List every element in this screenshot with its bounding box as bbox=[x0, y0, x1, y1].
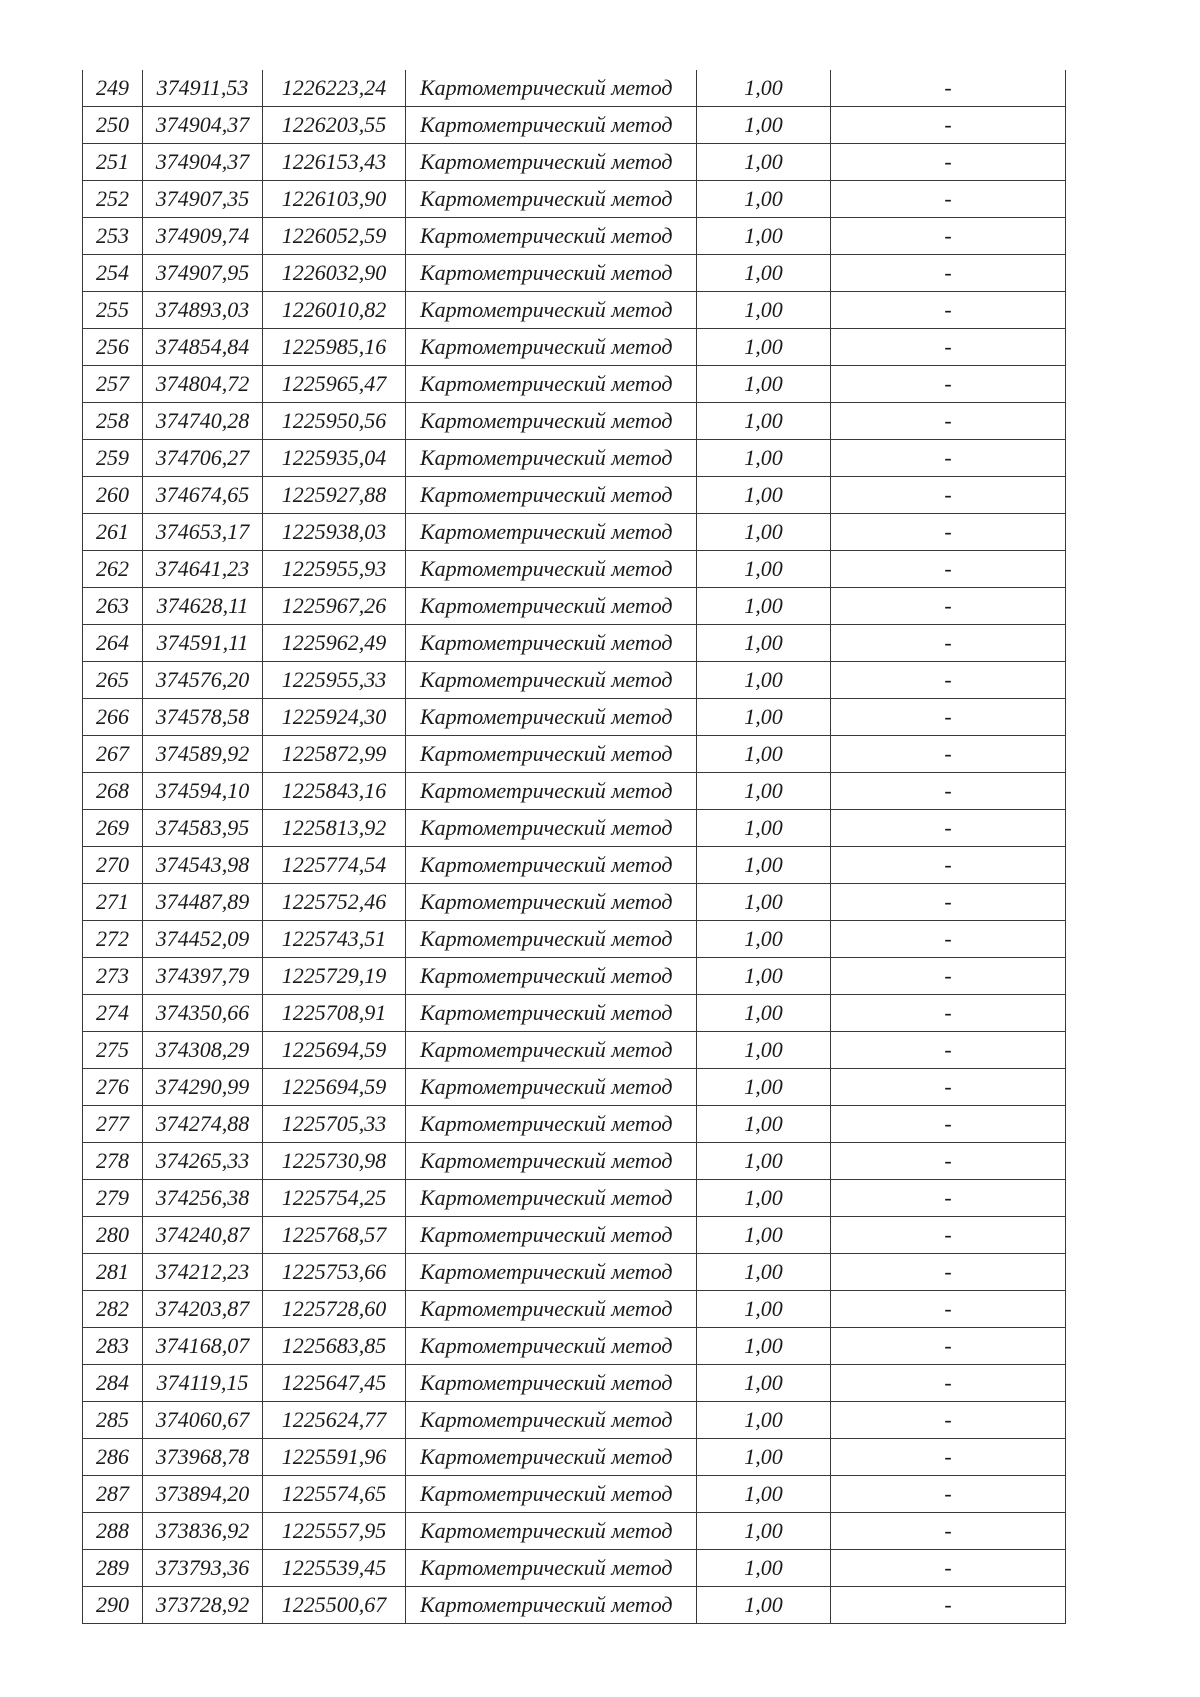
point-number-cell: 265 bbox=[83, 662, 143, 699]
x-coordinate-cell: 374591,11 bbox=[143, 625, 263, 662]
method-cell: Картометрический метод bbox=[406, 810, 697, 847]
accuracy-cell: 1,00 bbox=[697, 1254, 831, 1291]
point-number-cell: 275 bbox=[83, 1032, 143, 1069]
method-cell: Картометрический метод bbox=[406, 1291, 697, 1328]
method-cell: Картометрический метод bbox=[406, 1032, 697, 1069]
method-cell: Картометрический метод bbox=[406, 1550, 697, 1587]
point-number-cell: 260 bbox=[83, 477, 143, 514]
point-number-cell: 286 bbox=[83, 1439, 143, 1476]
description-cell: - bbox=[831, 625, 1066, 662]
y-coordinate-cell: 1225967,26 bbox=[263, 588, 406, 625]
accuracy-cell: 1,00 bbox=[697, 736, 831, 773]
description-cell: - bbox=[831, 699, 1066, 736]
y-coordinate-cell: 1226052,59 bbox=[263, 218, 406, 255]
method-cell: Картометрический метод bbox=[406, 1402, 697, 1439]
method-cell: Картометрический метод bbox=[406, 773, 697, 810]
x-coordinate-cell: 373728,92 bbox=[143, 1587, 263, 1624]
y-coordinate-cell: 1225624,77 bbox=[263, 1402, 406, 1439]
point-number-cell: 267 bbox=[83, 736, 143, 773]
table-row bbox=[83, 403, 1066, 440]
x-coordinate-cell: 373968,78 bbox=[143, 1439, 263, 1476]
method-cell: Картометрический метод bbox=[406, 1106, 697, 1143]
point-number-cell: 285 bbox=[83, 1402, 143, 1439]
method-cell: Картометрический метод bbox=[406, 366, 697, 403]
table-row bbox=[83, 329, 1066, 366]
x-coordinate-cell: 374212,23 bbox=[143, 1254, 263, 1291]
description-cell: - bbox=[831, 1439, 1066, 1476]
method-cell: Картометрический метод bbox=[406, 884, 697, 921]
x-coordinate-cell: 373836,92 bbox=[143, 1513, 263, 1550]
accuracy-cell: 1,00 bbox=[697, 1069, 831, 1106]
description-cell: - bbox=[831, 218, 1066, 255]
accuracy-cell: 1,00 bbox=[697, 1291, 831, 1328]
description-cell: - bbox=[831, 1328, 1066, 1365]
point-number-cell: 277 bbox=[83, 1106, 143, 1143]
description-cell: - bbox=[831, 1069, 1066, 1106]
y-coordinate-cell: 1225694,59 bbox=[263, 1069, 406, 1106]
y-coordinate-cell: 1225539,45 bbox=[263, 1550, 406, 1587]
table-row bbox=[83, 1254, 1066, 1291]
y-coordinate-cell: 1225985,16 bbox=[263, 329, 406, 366]
y-coordinate-cell: 1225743,51 bbox=[263, 921, 406, 958]
point-number-cell: 268 bbox=[83, 773, 143, 810]
table-row bbox=[83, 1402, 1066, 1439]
point-number-cell: 278 bbox=[83, 1143, 143, 1180]
method-cell: Картометрический метод bbox=[406, 736, 697, 773]
point-number-cell: 257 bbox=[83, 366, 143, 403]
coordinates-table-body bbox=[83, 70, 1066, 1624]
accuracy-cell: 1,00 bbox=[697, 181, 831, 218]
y-coordinate-cell: 1225813,92 bbox=[263, 810, 406, 847]
table-row bbox=[83, 1587, 1066, 1624]
x-coordinate-cell: 374589,92 bbox=[143, 736, 263, 773]
x-coordinate-cell: 374909,74 bbox=[143, 218, 263, 255]
y-coordinate-cell: 1225950,56 bbox=[263, 403, 406, 440]
y-coordinate-cell: 1225753,66 bbox=[263, 1254, 406, 1291]
accuracy-cell: 1,00 bbox=[697, 662, 831, 699]
method-cell: Картометрический метод bbox=[406, 329, 697, 366]
x-coordinate-cell: 373793,36 bbox=[143, 1550, 263, 1587]
method-cell: Картометрический метод bbox=[406, 662, 697, 699]
y-coordinate-cell: 1225955,33 bbox=[263, 662, 406, 699]
point-number-cell: 273 bbox=[83, 958, 143, 995]
method-cell: Картометрический метод bbox=[406, 1513, 697, 1550]
table-row bbox=[83, 1180, 1066, 1217]
table-row bbox=[83, 1032, 1066, 1069]
method-cell: Картометрический метод bbox=[406, 1217, 697, 1254]
method-cell: Картометрический метод bbox=[406, 1254, 697, 1291]
x-coordinate-cell: 374740,28 bbox=[143, 403, 263, 440]
point-number-cell: 263 bbox=[83, 588, 143, 625]
method-cell: Картометрический метод bbox=[406, 699, 697, 736]
method-cell: Картометрический метод bbox=[406, 1587, 697, 1624]
x-coordinate-cell: 374274,88 bbox=[143, 1106, 263, 1143]
accuracy-cell: 1,00 bbox=[697, 1180, 831, 1217]
description-cell: - bbox=[831, 1402, 1066, 1439]
method-cell: Картометрический метод bbox=[406, 292, 697, 329]
point-number-cell: 254 bbox=[83, 255, 143, 292]
table-row bbox=[83, 514, 1066, 551]
table-row bbox=[83, 1217, 1066, 1254]
y-coordinate-cell: 1225965,47 bbox=[263, 366, 406, 403]
x-coordinate-cell: 374706,27 bbox=[143, 440, 263, 477]
x-coordinate-cell: 374628,11 bbox=[143, 588, 263, 625]
y-coordinate-cell: 1225938,03 bbox=[263, 514, 406, 551]
method-cell: Картометрический метод bbox=[406, 181, 697, 218]
table-row bbox=[83, 921, 1066, 958]
point-number-cell: 281 bbox=[83, 1254, 143, 1291]
x-coordinate-cell: 374854,84 bbox=[143, 329, 263, 366]
x-coordinate-cell: 374397,79 bbox=[143, 958, 263, 995]
table-row bbox=[83, 995, 1066, 1032]
x-coordinate-cell: 374907,95 bbox=[143, 255, 263, 292]
description-cell: - bbox=[831, 588, 1066, 625]
y-coordinate-cell: 1225708,91 bbox=[263, 995, 406, 1032]
point-number-cell: 274 bbox=[83, 995, 143, 1032]
method-cell: Картометрический метод bbox=[406, 144, 697, 181]
accuracy-cell: 1,00 bbox=[697, 884, 831, 921]
table-row bbox=[83, 1550, 1066, 1587]
y-coordinate-cell: 1226010,82 bbox=[263, 292, 406, 329]
x-coordinate-cell: 374203,87 bbox=[143, 1291, 263, 1328]
x-coordinate-cell: 374576,20 bbox=[143, 662, 263, 699]
point-number-cell: 266 bbox=[83, 699, 143, 736]
accuracy-cell: 1,00 bbox=[697, 70, 831, 107]
point-number-cell: 264 bbox=[83, 625, 143, 662]
table-row bbox=[83, 440, 1066, 477]
accuracy-cell: 1,00 bbox=[697, 1106, 831, 1143]
point-number-cell: 253 bbox=[83, 218, 143, 255]
description-cell: - bbox=[831, 1180, 1066, 1217]
method-cell: Картометрический метод bbox=[406, 1069, 697, 1106]
x-coordinate-cell: 374653,17 bbox=[143, 514, 263, 551]
point-number-cell: 276 bbox=[83, 1069, 143, 1106]
table-row bbox=[83, 477, 1066, 514]
point-number-cell: 250 bbox=[83, 107, 143, 144]
accuracy-cell: 1,00 bbox=[697, 1439, 831, 1476]
y-coordinate-cell: 1225647,45 bbox=[263, 1365, 406, 1402]
method-cell: Картометрический метод bbox=[406, 995, 697, 1032]
description-cell: - bbox=[831, 736, 1066, 773]
table-row bbox=[83, 1069, 1066, 1106]
description-cell: - bbox=[831, 144, 1066, 181]
table-row bbox=[83, 181, 1066, 218]
x-coordinate-cell: 374543,98 bbox=[143, 847, 263, 884]
accuracy-cell: 1,00 bbox=[697, 1476, 831, 1513]
x-coordinate-cell: 374804,72 bbox=[143, 366, 263, 403]
method-cell: Картометрический метод bbox=[406, 107, 697, 144]
table-row bbox=[83, 551, 1066, 588]
x-coordinate-cell: 374487,89 bbox=[143, 884, 263, 921]
y-coordinate-cell: 1225955,93 bbox=[263, 551, 406, 588]
y-coordinate-cell: 1225500,67 bbox=[263, 1587, 406, 1624]
accuracy-cell: 1,00 bbox=[697, 292, 831, 329]
method-cell: Картометрический метод bbox=[406, 1476, 697, 1513]
accuracy-cell: 1,00 bbox=[697, 551, 831, 588]
accuracy-cell: 1,00 bbox=[697, 144, 831, 181]
y-coordinate-cell: 1225927,88 bbox=[263, 477, 406, 514]
table-row bbox=[83, 588, 1066, 625]
method-cell: Картометрический метод bbox=[406, 403, 697, 440]
description-cell: - bbox=[831, 995, 1066, 1032]
point-number-cell: 287 bbox=[83, 1476, 143, 1513]
description-cell: - bbox=[831, 1550, 1066, 1587]
accuracy-cell: 1,00 bbox=[697, 1217, 831, 1254]
x-coordinate-cell: 374256,38 bbox=[143, 1180, 263, 1217]
accuracy-cell: 1,00 bbox=[697, 958, 831, 995]
method-cell: Картометрический метод bbox=[406, 514, 697, 551]
y-coordinate-cell: 1225924,30 bbox=[263, 699, 406, 736]
method-cell: Картометрический метод bbox=[406, 70, 697, 107]
y-coordinate-cell: 1225591,96 bbox=[263, 1439, 406, 1476]
point-number-cell: 290 bbox=[83, 1587, 143, 1624]
y-coordinate-cell: 1225728,60 bbox=[263, 1291, 406, 1328]
description-cell: - bbox=[831, 292, 1066, 329]
y-coordinate-cell: 1225730,98 bbox=[263, 1143, 406, 1180]
description-cell: - bbox=[831, 366, 1066, 403]
description-cell: - bbox=[831, 810, 1066, 847]
table-row bbox=[83, 773, 1066, 810]
point-number-cell: 284 bbox=[83, 1365, 143, 1402]
table-row bbox=[83, 1143, 1066, 1180]
method-cell: Картометрический метод bbox=[406, 625, 697, 662]
table-row bbox=[83, 625, 1066, 662]
accuracy-cell: 1,00 bbox=[697, 514, 831, 551]
point-number-cell: 271 bbox=[83, 884, 143, 921]
table-row bbox=[83, 292, 1066, 329]
accuracy-cell: 1,00 bbox=[697, 1032, 831, 1069]
accuracy-cell: 1,00 bbox=[697, 847, 831, 884]
y-coordinate-cell: 1225774,54 bbox=[263, 847, 406, 884]
point-number-cell: 280 bbox=[83, 1217, 143, 1254]
x-coordinate-cell: 374893,03 bbox=[143, 292, 263, 329]
description-cell: - bbox=[831, 1587, 1066, 1624]
description-cell: - bbox=[831, 1032, 1066, 1069]
y-coordinate-cell: 1225683,85 bbox=[263, 1328, 406, 1365]
accuracy-cell: 1,00 bbox=[697, 1402, 831, 1439]
description-cell: - bbox=[831, 921, 1066, 958]
accuracy-cell: 1,00 bbox=[697, 699, 831, 736]
description-cell: - bbox=[831, 551, 1066, 588]
x-coordinate-cell: 374641,23 bbox=[143, 551, 263, 588]
method-cell: Картометрический метод bbox=[406, 1439, 697, 1476]
table-row bbox=[83, 1513, 1066, 1550]
accuracy-cell: 1,00 bbox=[697, 810, 831, 847]
x-coordinate-cell: 374911,53 bbox=[143, 70, 263, 107]
accuracy-cell: 1,00 bbox=[697, 1513, 831, 1550]
x-coordinate-cell: 373894,20 bbox=[143, 1476, 263, 1513]
description-cell: - bbox=[831, 1365, 1066, 1402]
table-row bbox=[83, 1365, 1066, 1402]
description-cell: - bbox=[831, 1106, 1066, 1143]
table-row bbox=[83, 810, 1066, 847]
description-cell: - bbox=[831, 1254, 1066, 1291]
description-cell: - bbox=[831, 514, 1066, 551]
y-coordinate-cell: 1225962,49 bbox=[263, 625, 406, 662]
description-cell: - bbox=[831, 1217, 1066, 1254]
description-cell: - bbox=[831, 329, 1066, 366]
method-cell: Картометрический метод bbox=[406, 440, 697, 477]
y-coordinate-cell: 1225935,04 bbox=[263, 440, 406, 477]
method-cell: Картометрический метод bbox=[406, 847, 697, 884]
y-coordinate-cell: 1225729,19 bbox=[263, 958, 406, 995]
accuracy-cell: 1,00 bbox=[697, 440, 831, 477]
x-coordinate-cell: 374594,10 bbox=[143, 773, 263, 810]
method-cell: Картометрический метод bbox=[406, 588, 697, 625]
description-cell: - bbox=[831, 662, 1066, 699]
x-coordinate-cell: 374452,09 bbox=[143, 921, 263, 958]
table-row bbox=[83, 70, 1066, 107]
accuracy-cell: 1,00 bbox=[697, 588, 831, 625]
method-cell: Картометрический метод bbox=[406, 218, 697, 255]
x-coordinate-cell: 374904,37 bbox=[143, 144, 263, 181]
point-number-cell: 259 bbox=[83, 440, 143, 477]
x-coordinate-cell: 374674,65 bbox=[143, 477, 263, 514]
y-coordinate-cell: 1225843,16 bbox=[263, 773, 406, 810]
accuracy-cell: 1,00 bbox=[697, 625, 831, 662]
table-row bbox=[83, 1106, 1066, 1143]
table-row bbox=[83, 884, 1066, 921]
x-coordinate-cell: 374578,58 bbox=[143, 699, 263, 736]
method-cell: Картометрический метод bbox=[406, 1328, 697, 1365]
table-row bbox=[83, 1439, 1066, 1476]
table-row bbox=[83, 1476, 1066, 1513]
y-coordinate-cell: 1226103,90 bbox=[263, 181, 406, 218]
point-number-cell: 251 bbox=[83, 144, 143, 181]
description-cell: - bbox=[831, 773, 1066, 810]
point-number-cell: 288 bbox=[83, 1513, 143, 1550]
x-coordinate-cell: 374907,35 bbox=[143, 181, 263, 218]
method-cell: Картометрический метод bbox=[406, 1365, 697, 1402]
y-coordinate-cell: 1226223,24 bbox=[263, 70, 406, 107]
y-coordinate-cell: 1225768,57 bbox=[263, 1217, 406, 1254]
y-coordinate-cell: 1225705,33 bbox=[263, 1106, 406, 1143]
description-cell: - bbox=[831, 884, 1066, 921]
method-cell: Картометрический метод bbox=[406, 1143, 697, 1180]
x-coordinate-cell: 374060,67 bbox=[143, 1402, 263, 1439]
point-number-cell: 272 bbox=[83, 921, 143, 958]
accuracy-cell: 1,00 bbox=[697, 107, 831, 144]
point-number-cell: 249 bbox=[83, 70, 143, 107]
accuracy-cell: 1,00 bbox=[697, 773, 831, 810]
y-coordinate-cell: 1226153,43 bbox=[263, 144, 406, 181]
accuracy-cell: 1,00 bbox=[697, 1587, 831, 1624]
table-row bbox=[83, 144, 1066, 181]
y-coordinate-cell: 1225557,95 bbox=[263, 1513, 406, 1550]
table-row bbox=[83, 1328, 1066, 1365]
accuracy-cell: 1,00 bbox=[697, 255, 831, 292]
point-number-cell: 269 bbox=[83, 810, 143, 847]
y-coordinate-cell: 1225752,46 bbox=[263, 884, 406, 921]
point-number-cell: 258 bbox=[83, 403, 143, 440]
table-row bbox=[83, 107, 1066, 144]
accuracy-cell: 1,00 bbox=[697, 477, 831, 514]
description-cell: - bbox=[831, 477, 1066, 514]
description-cell: - bbox=[831, 1291, 1066, 1328]
accuracy-cell: 1,00 bbox=[697, 921, 831, 958]
table-row bbox=[83, 736, 1066, 773]
table-row bbox=[83, 958, 1066, 995]
table-row bbox=[83, 218, 1066, 255]
description-cell: - bbox=[831, 107, 1066, 144]
point-number-cell: 252 bbox=[83, 181, 143, 218]
y-coordinate-cell: 1226203,55 bbox=[263, 107, 406, 144]
x-coordinate-cell: 374240,87 bbox=[143, 1217, 263, 1254]
table-row bbox=[83, 662, 1066, 699]
description-cell: - bbox=[831, 70, 1066, 107]
method-cell: Картометрический метод bbox=[406, 958, 697, 995]
table-row bbox=[83, 1291, 1066, 1328]
y-coordinate-cell: 1225694,59 bbox=[263, 1032, 406, 1069]
description-cell: - bbox=[831, 181, 1066, 218]
description-cell: - bbox=[831, 1476, 1066, 1513]
description-cell: - bbox=[831, 847, 1066, 884]
description-cell: - bbox=[831, 440, 1066, 477]
accuracy-cell: 1,00 bbox=[697, 403, 831, 440]
x-coordinate-cell: 374290,99 bbox=[143, 1069, 263, 1106]
point-number-cell: 261 bbox=[83, 514, 143, 551]
x-coordinate-cell: 374904,37 bbox=[143, 107, 263, 144]
point-number-cell: 262 bbox=[83, 551, 143, 588]
method-cell: Картометрический метод bbox=[406, 551, 697, 588]
x-coordinate-cell: 374308,29 bbox=[143, 1032, 263, 1069]
y-coordinate-cell: 1225574,65 bbox=[263, 1476, 406, 1513]
point-number-cell: 270 bbox=[83, 847, 143, 884]
accuracy-cell: 1,00 bbox=[697, 1143, 831, 1180]
method-cell: Картометрический метод bbox=[406, 477, 697, 514]
accuracy-cell: 1,00 bbox=[697, 1365, 831, 1402]
y-coordinate-cell: 1225872,99 bbox=[263, 736, 406, 773]
table-row bbox=[83, 847, 1066, 884]
point-number-cell: 289 bbox=[83, 1550, 143, 1587]
y-coordinate-cell: 1226032,90 bbox=[263, 255, 406, 292]
point-number-cell: 279 bbox=[83, 1180, 143, 1217]
accuracy-cell: 1,00 bbox=[697, 329, 831, 366]
description-cell: - bbox=[831, 255, 1066, 292]
accuracy-cell: 1,00 bbox=[697, 366, 831, 403]
table-row bbox=[83, 255, 1066, 292]
y-coordinate-cell: 1225754,25 bbox=[263, 1180, 406, 1217]
table-row bbox=[83, 699, 1066, 736]
x-coordinate-cell: 374350,66 bbox=[143, 995, 263, 1032]
description-cell: - bbox=[831, 1513, 1066, 1550]
description-cell: - bbox=[831, 403, 1066, 440]
description-cell: - bbox=[831, 958, 1066, 995]
method-cell: Картометрический метод bbox=[406, 1180, 697, 1217]
x-coordinate-cell: 374168,07 bbox=[143, 1328, 263, 1365]
accuracy-cell: 1,00 bbox=[697, 1550, 831, 1587]
accuracy-cell: 1,00 bbox=[697, 995, 831, 1032]
table-row bbox=[83, 366, 1066, 403]
method-cell: Картометрический метод bbox=[406, 921, 697, 958]
description-cell: - bbox=[831, 1143, 1066, 1180]
accuracy-cell: 1,00 bbox=[697, 1328, 831, 1365]
point-number-cell: 282 bbox=[83, 1291, 143, 1328]
method-cell: Картометрический метод bbox=[406, 255, 697, 292]
point-number-cell: 255 bbox=[83, 292, 143, 329]
accuracy-cell: 1,00 bbox=[697, 218, 831, 255]
coordinates-table bbox=[82, 70, 1066, 1624]
x-coordinate-cell: 374119,15 bbox=[143, 1365, 263, 1402]
point-number-cell: 283 bbox=[83, 1328, 143, 1365]
x-coordinate-cell: 374583,95 bbox=[143, 810, 263, 847]
x-coordinate-cell: 374265,33 bbox=[143, 1143, 263, 1180]
point-number-cell: 256 bbox=[83, 329, 143, 366]
